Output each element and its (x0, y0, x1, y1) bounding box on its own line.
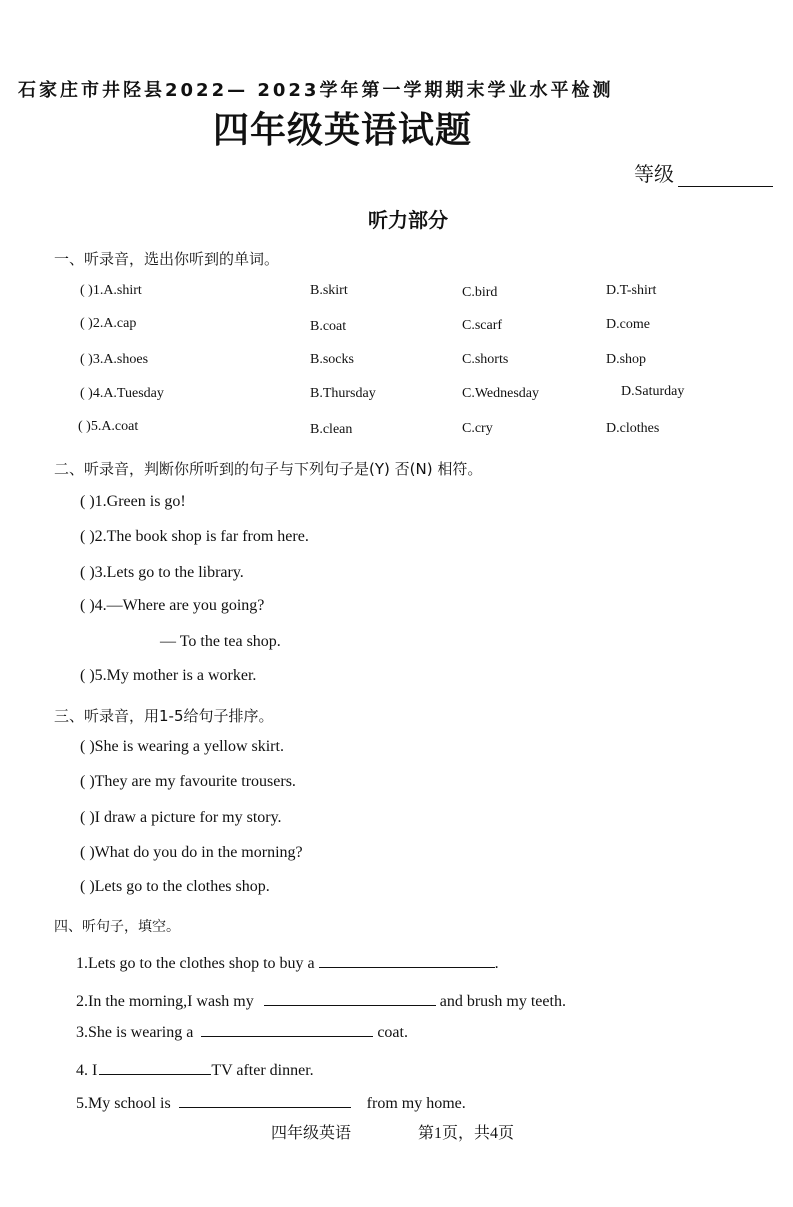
s1-q4-a: ( )4.A.Tuesday (80, 386, 164, 401)
s1-q3-b: B.socks (310, 352, 354, 367)
s1-q1-c: C.bird (462, 285, 498, 300)
s1-q3-d: D.shop (606, 352, 647, 367)
fill-blank (99, 1059, 211, 1075)
s1-q1-d: D.T-shirt (606, 283, 657, 298)
s3-q1-text: She is wearing a yellow skirt. (94, 738, 284, 755)
s1-q1-a: ( )1.A.shirt (80, 283, 142, 298)
fill-blank (179, 1092, 351, 1108)
s3-q1 (80, 738, 284, 756)
school-line: 石家庄市井陉县2022— 2023学年第一学期期末学业水平检测 (18, 80, 614, 101)
s1-q4-c: C.Wednesday (462, 386, 540, 401)
s2-q3-text: 3.Lets go to the library. (94, 564, 244, 581)
s1-q5-a: ( )5.A.coat (78, 419, 139, 434)
section4-heading: 四、听句子，填空。 (54, 919, 180, 935)
s3-q2 (80, 773, 296, 791)
s1-q3-a: ( )3.A.shoes (80, 352, 149, 367)
s4-q1-after: . (494, 955, 499, 972)
s3-q4-text: What do you do in the morning? (94, 844, 303, 861)
s1-q2-c: C.scarf (462, 318, 503, 333)
s2-q2 (80, 528, 309, 546)
fill-blank (264, 990, 436, 1006)
footer-subject: 四年级英语 (271, 1125, 352, 1142)
s2-q5 (80, 667, 256, 685)
section3-heading: 三、听录音，用1-5给句子排序。 (54, 707, 274, 725)
s4-q3-after: coat. (377, 1024, 408, 1041)
s2-q4-answer-text: — To the tea shop. (160, 633, 281, 650)
s3-q5-text: Lets go to the clothes shop. (94, 878, 270, 895)
s2-q3 (80, 564, 244, 582)
fill-blank (319, 952, 495, 968)
s3-q3 (80, 809, 282, 827)
answer-paren: ( ) (80, 667, 95, 684)
s1-q5-c: C.cry (462, 421, 493, 436)
answer-paren: ( ) (80, 597, 95, 614)
page-title: 四年级英语试题 (213, 110, 473, 151)
grade-field (634, 158, 773, 187)
s2-q4 (80, 597, 264, 615)
answer-paren: ( ) (80, 773, 95, 790)
s4-q4-before: 4. I (76, 1062, 98, 1079)
s2-q1-text: 1.Green is go! (94, 493, 186, 510)
s2-q4-text: 4.—Where are you going? (94, 597, 265, 614)
answer-paren: ( ) (80, 528, 95, 545)
s1-q2-d: D.come (606, 317, 650, 332)
answer-paren: ( ) (80, 878, 95, 895)
s4-q1-before: 1.Lets go to the clothes shop to buy a (76, 955, 315, 972)
section2-heading: 二、听录音，判断你所听到的句子与下列句子是(Y) 否(N) 相符。 (54, 460, 483, 478)
s1-q5-b: B.clean (310, 422, 353, 437)
grade-label: 等级 (634, 162, 674, 186)
s2-q2-text: 2.The book shop is far from here. (94, 528, 309, 545)
answer-paren: ( ) (80, 738, 95, 755)
s3-q2-text: They are my favourite trousers. (94, 773, 296, 790)
s1-q4-d: D.Saturday (621, 384, 685, 399)
s4-q4 (76, 1059, 314, 1080)
section-title: 听力部分 (368, 208, 448, 232)
answer-paren: ( ) (80, 809, 95, 826)
footer-page-number: 第1页，共4页 (418, 1125, 515, 1142)
fill-blank (201, 1021, 373, 1037)
s4-q4-after: TV after dinner. (211, 1062, 314, 1079)
s1-q3-c: C.shorts (462, 352, 509, 367)
s1-q2-a: ( )2.A.cap (80, 316, 137, 331)
s1-q5-d: D.clothes (606, 421, 660, 436)
section1-heading: 一、听录音，选出你听到的单词。 (54, 250, 280, 268)
s1-q4-b: B.Thursday (310, 386, 376, 401)
s3-q5 (80, 878, 270, 896)
answer-paren: ( ) (80, 493, 95, 510)
answer-paren: ( ) (80, 564, 95, 581)
s4-q2-after: and brush my teeth. (439, 993, 566, 1010)
s1-q1-b: B.skirt (310, 283, 348, 298)
s2-q5-text: 5.My mother is a worker. (94, 667, 257, 684)
s4-q1 (76, 952, 499, 973)
s4-q2-before: 2.In the morning,I wash my (76, 993, 254, 1010)
s4-q5 (76, 1092, 466, 1113)
s4-q3-before: 3.She is wearing a (76, 1024, 194, 1041)
s4-q2 (76, 990, 566, 1011)
s4-q5-before: 5.My school is (76, 1095, 171, 1112)
s4-q3 (76, 1021, 408, 1042)
s4-q5-after: from my home. (366, 1095, 466, 1112)
grade-blank (678, 168, 773, 187)
s3-q4 (80, 844, 303, 862)
s2-q1 (80, 493, 186, 511)
s3-q3-text: I draw a picture for my story. (94, 809, 282, 826)
s1-q2-b: B.coat (310, 319, 347, 334)
answer-paren: ( ) (80, 844, 95, 861)
s2-q4-answer (160, 633, 281, 651)
